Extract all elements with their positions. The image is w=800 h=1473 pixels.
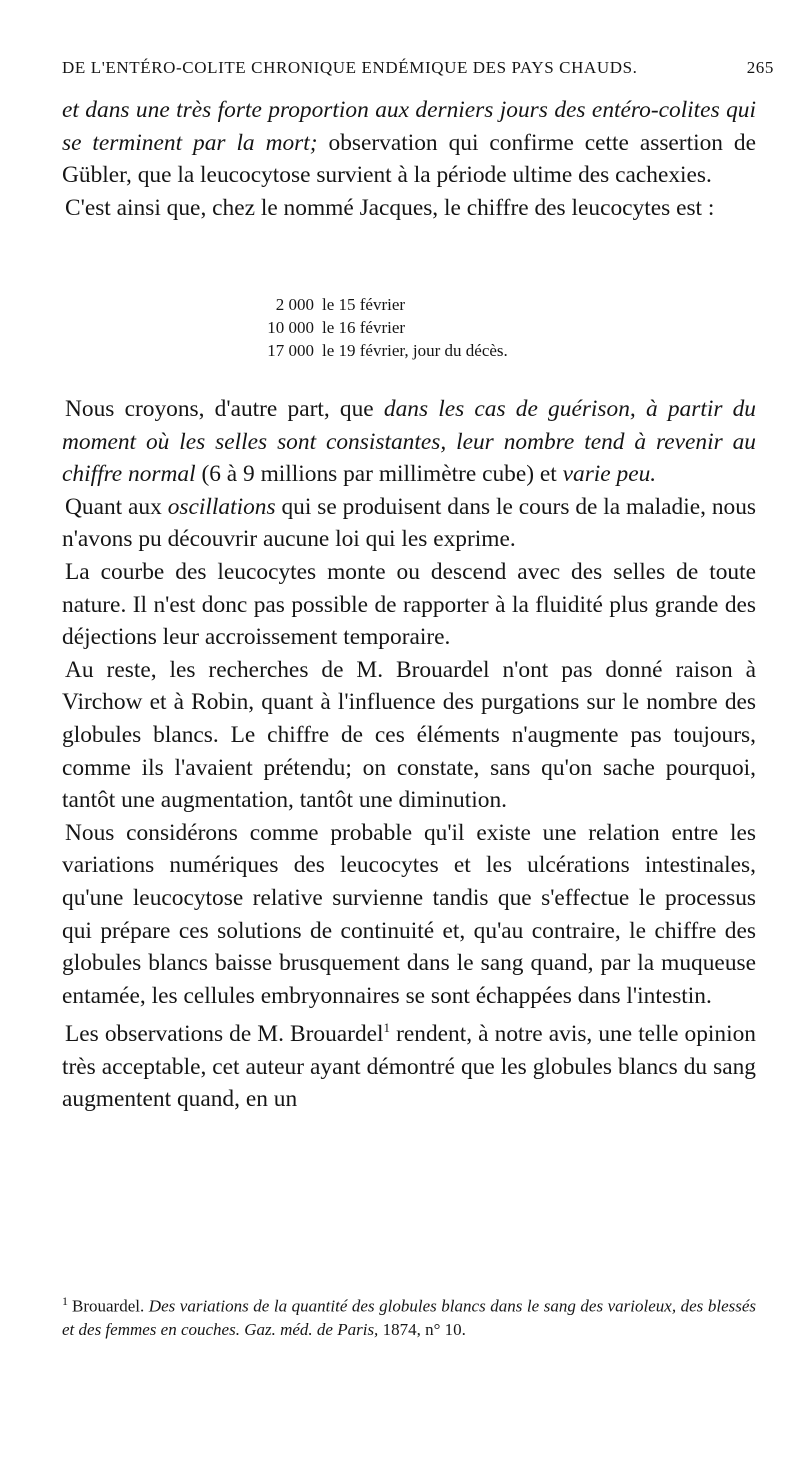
- paragraph-courbe: La courbe des leucocytes monte ou descend avec des selles de toute nature. Il n'est donc pas possible de rapporter à la fluidité plus grande des déjections leur accroissement temporaire.: [62, 558, 756, 651]
- leucocyte-count-list: [247, 293, 508, 362]
- text-run: rendent, à notre avis, une telle opinion très acceptable, cet auteur ayant démontré que les globules blancs du sang augmentent quand, en un: [62, 1021, 756, 1113]
- paragraph-observations: [62, 1012, 756, 1116]
- running-title: DE L'ENTÉRO-COLITE CHRONIQUE ENDÉMIQUE DES PAYS CHAUDS.: [62, 58, 638, 77]
- count-date: le 15 février: [322, 295, 406, 314]
- text-run: qui se produisent dans le cours de la maladie, nous n'avons pu découvrir aucune loi qui les exprime.: [62, 493, 757, 553]
- paragraph-oscillations: [62, 491, 756, 556]
- footnote: [62, 1290, 756, 1341]
- page-number: 265: [746, 58, 774, 77]
- paragraph-relation: Nous considérons comme probable qu'il existe une relation entre les variations numériques des leucocytes et les ulcérations intestinales, qu'une leucocytose relative survienne tandis que s'effectue le processus qui prépare ces solutions de continuité et, qu'au contraire, le chiffre des globules blancs baisse brusquement dans le sang quand, par la muqueuse entamée, les cellules embryonnaires se sont échappées dans l'intestin.: [62, 819, 756, 1009]
- italic-phrase: et dans une très forte proportion aux derniers jours des entéro-colites qui se terminent par la mort;: [62, 97, 756, 156]
- paragraph-brouardel-recherches: Au reste, les recherches de M. Brouardel n'ont pas donné raison à Virchow et à Robin, quant à l'influence des purgations sur le nombre des globules blancs. Le chiffre de ces éléments n'augmente pas toujours, comme ils l'avaient prétendu; on constate, sans qu'on sache pourquoi, tantôt une augmentation, tantôt une diminution.: [62, 656, 756, 814]
- count-date: le 19 février, jour du décès.: [322, 341, 508, 360]
- paragraph-intro-1: [62, 94, 756, 192]
- italic-phrase: varie peu.: [562, 461, 657, 488]
- text-run: Quant aux: [65, 493, 168, 520]
- count-value: 2 000: [275, 295, 314, 314]
- count-row: [247, 293, 508, 316]
- footnote-reference: 1: [383, 1020, 391, 1036]
- italic-phrase: dans les cas de guérison, à partir du moment où les selles sont consistantes, leur nombre tend à revenir au chiffre normal: [62, 396, 757, 488]
- intro-text: [62, 94, 756, 224]
- text-run: observation qui confirme cette assertion de Gübler, que la leucocytose survient à la période ultime des cachexies.: [62, 129, 757, 189]
- footnote-author: Brouardel.: [72, 1296, 145, 1316]
- footnote-title: Des variations de la quantité des globules blancs dans le sang des varioleux, des blessés et des femmes en couches. Gaz. méd. de Paris,: [62, 1296, 757, 1339]
- count-row: [247, 339, 508, 362]
- footnote-mark: 1: [62, 1294, 68, 1308]
- count-value: 17 000: [267, 341, 314, 360]
- count-value: 10 000: [267, 318, 314, 337]
- footnote-citation: 1874, n° 10.: [378, 1319, 466, 1339]
- text-run: Nous croyons, d'autre part, que: [65, 396, 384, 422]
- count-row: [247, 316, 508, 339]
- main-text: [62, 393, 756, 1116]
- running-header: [62, 58, 774, 78]
- italic-phrase: oscillations: [167, 493, 276, 520]
- text-run: (6 à 9 millions par millimètre cube) et: [195, 461, 563, 488]
- paragraph-intro-2: C'est ainsi que, chez le nommé Jacques, le chiffre des leucocytes est :: [65, 194, 715, 221]
- count-date: le 16 février: [322, 318, 406, 337]
- text-run: Les observations de M. Brouardel: [65, 1021, 384, 1048]
- paragraph-guerison: [62, 393, 756, 491]
